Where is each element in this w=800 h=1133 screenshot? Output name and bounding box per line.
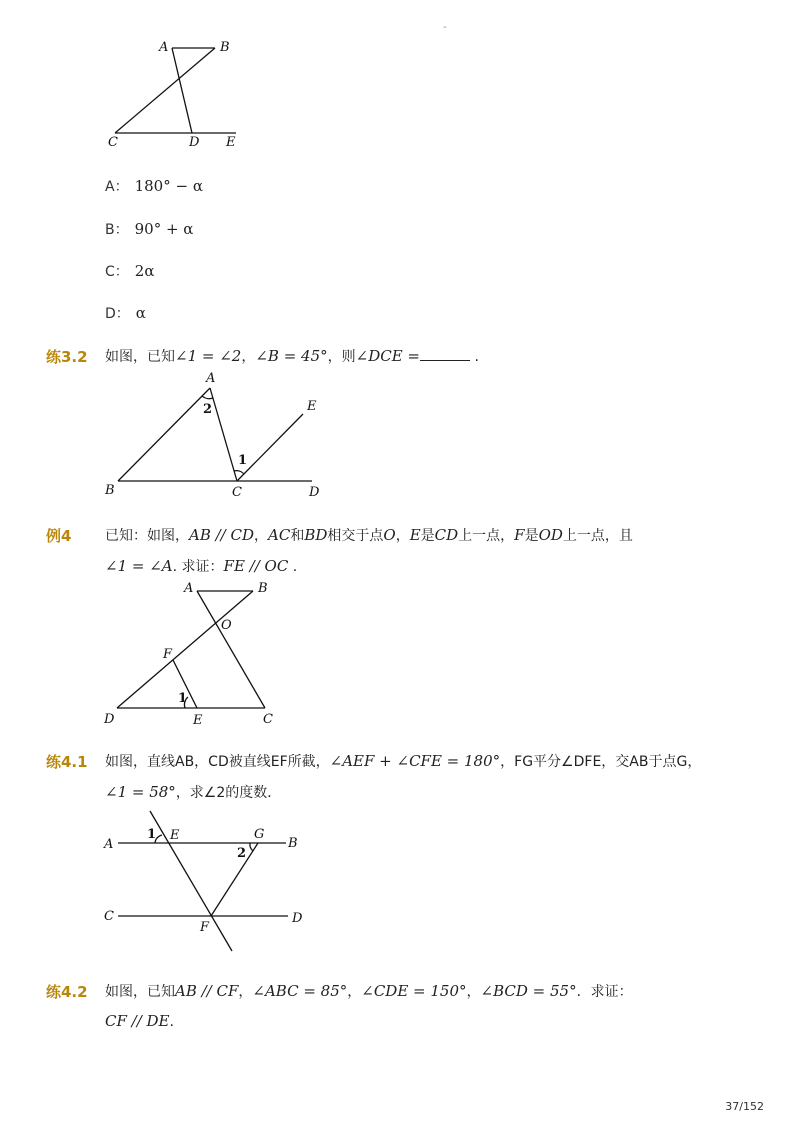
example-4-line-1 <box>105 525 633 545</box>
ex4-k: 是 <box>420 528 435 544</box>
ex32-t3: ，则 <box>327 349 356 365</box>
page-tick: - <box>443 22 447 33</box>
ex32-m2: ∠B = 45° <box>255 347 328 365</box>
option-b-letter: B： <box>105 222 129 238</box>
page-number: 37/152 <box>725 1100 764 1113</box>
fig1-label-B: B <box>220 40 230 55</box>
exercise-4-1-label: 练4.1 <box>46 753 88 771</box>
ex4-l2-a: ∠1 = ∠A <box>105 557 173 575</box>
exercise-3-2-text <box>105 346 479 366</box>
fig4-label-A: A <box>104 837 114 852</box>
ex4-m: 上一点， <box>458 528 515 544</box>
ex4-q: 上一点，且 <box>562 528 633 544</box>
exercise-3-2-label: 练3.2 <box>46 348 88 366</box>
exercise-4-2-label: 练4.2 <box>46 983 88 1001</box>
ex32-t4: . <box>474 349 479 365</box>
fig3-angle-1: 1 <box>178 691 188 706</box>
ex4-d: AC <box>268 526 291 544</box>
ex41-a: 如图，直线AB，CD被直线EF所截， <box>105 754 330 770</box>
ex42-a: 如图，已知 <box>105 984 175 1000</box>
ex42-f: ∠CDE = 150° <box>361 982 467 1000</box>
ex4-b: AB // CD <box>189 526 255 544</box>
ex42-e: ， <box>347 984 362 1000</box>
exercise-4-2-line-1 <box>105 981 633 1001</box>
exercise-4-1-line-1 <box>105 751 701 771</box>
ex41-l2-b: ，求∠2的度数． <box>175 785 282 801</box>
ex4-h: O <box>383 526 396 544</box>
ex4-o: 是 <box>524 528 539 544</box>
ex42-c: ， <box>238 984 253 1000</box>
fig3-label-O: O <box>221 618 232 633</box>
ex42-l2-a: CF // DE <box>105 1012 170 1030</box>
ex4-c: ， <box>254 528 269 544</box>
ex4-j: E <box>409 526 421 544</box>
ex32-m3: ∠DCE = <box>355 347 420 365</box>
figure-4 <box>100 806 315 956</box>
ex4-i: ， <box>395 528 410 544</box>
ex4-p: OD <box>538 526 563 544</box>
ex4-l: CD <box>434 526 459 544</box>
option-d-letter: D： <box>105 306 130 322</box>
fig4-label-C: C <box>104 909 114 924</box>
fig2-label-C: C <box>232 485 242 500</box>
fig3-label-B: B <box>258 581 268 596</box>
fig2-label-A: A <box>206 371 216 386</box>
fig4-angle-1: 1 <box>147 827 157 842</box>
ex32-t1: 如图，已知 <box>105 349 175 365</box>
fig2-angle-1: 1 <box>238 453 248 468</box>
figure-2 <box>100 370 340 505</box>
ex41-b: ∠AEF + ∠CFE = 180° <box>329 752 501 770</box>
fig3-label-A: A <box>184 581 194 596</box>
option-d-text: α <box>135 304 146 322</box>
figure-1 <box>100 38 260 153</box>
ex4-e: 和 <box>290 528 305 544</box>
option-b-text: 90° + α <box>134 220 194 238</box>
answer-blank <box>420 346 470 361</box>
ex4-a: 已知：如图， <box>105 528 189 544</box>
fig2-label-B: B <box>105 483 115 498</box>
option-a-letter: A： <box>105 179 129 195</box>
option-c <box>105 261 154 281</box>
fig4-label-D: D <box>292 911 303 926</box>
exercise-4-1-line-2 <box>105 782 281 802</box>
fig4-label-B: B <box>288 836 298 851</box>
fig1-label-D: D <box>189 135 200 150</box>
ex42-l2-b: . <box>169 1014 174 1030</box>
fig2-label-E: E <box>307 399 317 414</box>
fig1-label-E: E <box>226 135 236 150</box>
fig2-label-D: D <box>309 485 320 500</box>
ex42-d: ∠ABC = 85° <box>252 982 348 1000</box>
ex4-l2-b: . 求证： <box>172 559 224 575</box>
option-c-letter: C： <box>105 264 129 280</box>
ex42-i: ．求证： <box>576 984 633 1000</box>
fig2-angle-2: 2 <box>203 402 213 417</box>
ex41-l2-a: ∠1 = 58° <box>105 783 176 801</box>
fig3-label-F: F <box>163 647 173 662</box>
ex42-g: ， <box>466 984 481 1000</box>
example-4-label: 例4 <box>46 527 72 545</box>
figure-3 <box>100 578 290 728</box>
ex32-m1: ∠1 = ∠2 <box>175 347 242 365</box>
option-d <box>105 303 146 323</box>
fig3-label-D: D <box>104 712 115 727</box>
ex4-g: 相交于点 <box>327 528 384 544</box>
ex42-h: ∠BCD = 55° <box>480 982 577 1000</box>
fig1-label-C: C <box>108 135 118 150</box>
fig4-label-F: F <box>200 920 210 935</box>
option-a <box>105 176 203 196</box>
ex4-f: BD <box>304 526 328 544</box>
fig1-label-A: A <box>159 40 169 55</box>
fig3-label-C: C <box>263 712 273 727</box>
ex4-l2-c: FE // OC <box>223 557 289 575</box>
ex41-c: ，FG平分∠DFE，交AB于点G， <box>500 754 702 770</box>
fig4-label-G: G <box>254 827 265 842</box>
ex4-l2-d: . <box>292 559 298 575</box>
option-a-text: 180° − α <box>134 177 203 195</box>
example-4-line-2 <box>105 556 297 576</box>
ex42-b: AB // CF <box>175 982 239 1000</box>
option-c-text: 2α <box>134 262 155 280</box>
option-b <box>105 219 193 239</box>
ex4-n: F <box>514 526 525 544</box>
fig4-label-E: E <box>170 828 180 843</box>
ex32-t2: ， <box>241 349 256 365</box>
fig4-angle-2: 2 <box>237 846 247 861</box>
exercise-4-2-line-2 <box>105 1012 174 1030</box>
fig3-label-E: E <box>193 713 203 728</box>
